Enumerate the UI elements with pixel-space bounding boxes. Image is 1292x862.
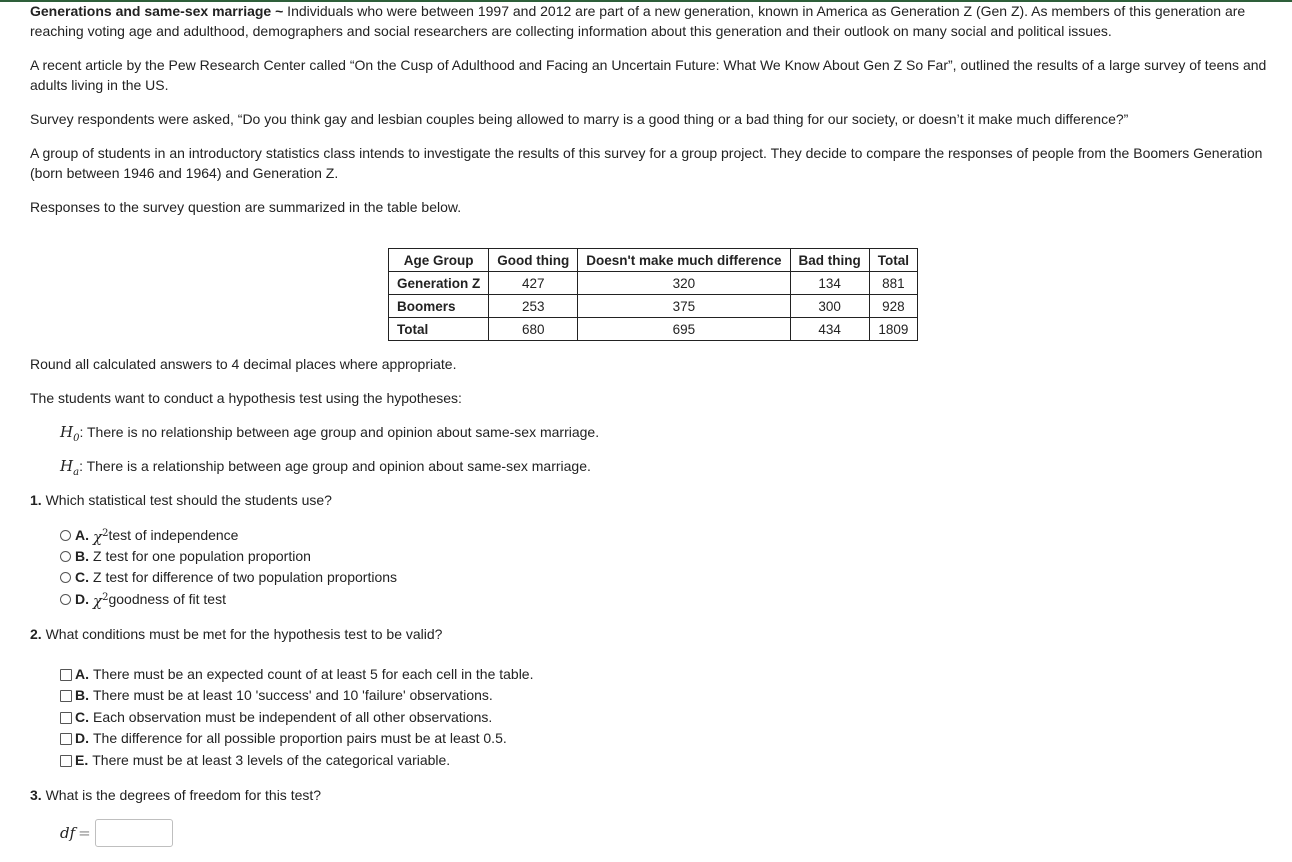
q1-option-b[interactable]: [60, 546, 311, 567]
ha-subscript: a: [73, 466, 80, 478]
table-cell: 881: [869, 272, 917, 295]
table-cell: 375: [578, 295, 790, 318]
equals-sign: =: [78, 824, 91, 842]
h0-text: : There is no relationship between age group and opinion about same-sex marriage.: [79, 424, 600, 440]
option-text: There must be an expected count of at least 5 for each cell in the table.: [93, 666, 534, 682]
chi-letter: χ: [93, 528, 103, 546]
radio-button[interactable]: [60, 572, 71, 583]
checkbox[interactable]: [60, 690, 72, 702]
checkbox[interactable]: [60, 712, 72, 724]
table-cell: 300: [790, 295, 869, 318]
q1-number: 1.: [30, 492, 42, 508]
table-row: [389, 318, 918, 341]
table-cell: 134: [790, 272, 869, 295]
radio-button[interactable]: [60, 551, 71, 562]
hypotheses-intro: The students want to conduct a hypothesis test using the hypotheses:: [30, 390, 462, 406]
table-cell: 434: [790, 318, 869, 341]
alt-hypothesis: [60, 456, 1292, 483]
chi-exponent: 2: [102, 528, 109, 539]
checkbox[interactable]: [60, 755, 72, 767]
row-label: Boomers: [389, 295, 489, 318]
df-input[interactable]: [95, 819, 173, 847]
intro-paragraph: [30, 1, 1270, 41]
option-text: test of independence: [108, 527, 239, 543]
option-text: The difference for all possible proportion pairs must be at least 0.5.: [93, 730, 507, 746]
table-cell: 320: [578, 272, 790, 295]
h0-symbol: H: [60, 423, 74, 441]
q2-option-e[interactable]: [60, 750, 450, 771]
df-label: df: [60, 824, 76, 842]
option-letter: A.: [75, 527, 89, 543]
table-cell: 928: [869, 295, 917, 318]
option-letter: B.: [75, 548, 89, 564]
table-cell: 253: [489, 295, 578, 318]
option-text: Z test for difference of two population proportions: [93, 569, 398, 585]
option-letter: D.: [75, 730, 89, 746]
table-cell: 1809: [869, 318, 917, 341]
option-letter: A.: [75, 666, 89, 682]
row-label: Generation Z: [389, 272, 489, 295]
summary-paragraph: Responses to the survey question are summarized in the table below.: [30, 199, 462, 215]
row-label: Total: [389, 318, 489, 341]
option-text: Each observation must be independent of all other observations.: [93, 709, 493, 725]
option-text: Z test for one population proportion: [93, 548, 311, 564]
chi-letter: χ: [93, 592, 103, 610]
table-header: Total: [869, 249, 917, 272]
intro-text: Individuals who were between 1997 and 2012 are part of a new generation, known in America as Generation Z (Gen Z). As members of this generation are reaching voting age and adulthood, demographers and social researchers are collecting information about this generation and their outlook on many social and political issues.: [30, 3, 1246, 39]
h0-subscript: 0: [73, 432, 80, 444]
option-text: There must be at least 10 'success' and 10 'failure' observations.: [93, 687, 493, 703]
q1-option-c[interactable]: [60, 567, 397, 588]
option-text: goodness of fit test: [108, 591, 226, 607]
table-header-row: [389, 249, 918, 272]
q1-option-d[interactable]: [60, 589, 226, 610]
q3-text: What is the degrees of freedom for this test?: [41, 787, 322, 803]
q3-prompt: [30, 785, 1270, 805]
q2-option-a[interactable]: [60, 664, 534, 685]
ha-text: : There is a relationship between age group and opinion about same-sex marriage.: [79, 458, 591, 474]
radio-button[interactable]: [60, 594, 71, 605]
df-answer-row: [60, 819, 173, 847]
q2-text: What conditions must be met for the hypothesis test to be valid?: [41, 626, 443, 642]
article-paragraph: A recent article by the Pew Research Center called “On the Cusp of Adulthood and Facing an Uncertain Future: What We Know About Gen Z So Far”, outlined the results of a large survey of teens and adults living in the US.: [30, 57, 1267, 93]
option-letter: D.: [75, 591, 89, 607]
q2-prompt: [30, 624, 1270, 644]
checkbox[interactable]: [60, 669, 72, 681]
chi-squared-symbol: [93, 523, 108, 548]
q2-option-b[interactable]: [60, 685, 493, 706]
option-letter: C.: [75, 569, 89, 585]
q1-option-a[interactable]: [60, 525, 238, 546]
option-text: There must be at least 3 levels of the categorical variable.: [92, 752, 451, 768]
option-letter: C.: [75, 709, 89, 725]
null-hypothesis: [60, 422, 1292, 449]
option-letter: E.: [75, 752, 89, 768]
chi-exponent: 2: [102, 592, 109, 603]
table-header: Bad thing: [790, 249, 869, 272]
q1-prompt: [30, 490, 1270, 510]
survey-question-paragraph: Survey respondents were asked, “Do you think gay and lesbian couples being allowed to marry is a good thing or a bad thing for our society, or doesn’t it make much difference?”: [30, 111, 1129, 127]
checkbox[interactable]: [60, 733, 72, 745]
table-header: Doesn't make much difference: [578, 249, 790, 272]
chi-squared-symbol: [93, 587, 108, 612]
table-header: Good thing: [489, 249, 578, 272]
table-header: Age Group: [389, 249, 489, 272]
q2-option-d[interactable]: [60, 728, 507, 749]
round-instruction: Round all calculated answers to 4 decimal places where appropriate.: [30, 356, 457, 372]
q2-number: 2.: [30, 626, 42, 642]
intro-title: Generations and same-sex marriage ~: [30, 3, 284, 19]
table-cell: 695: [578, 318, 790, 341]
ha-symbol: H: [60, 457, 74, 475]
table-cell: 427: [489, 272, 578, 295]
q1-text: Which statistical test should the students use?: [41, 492, 332, 508]
table-row: [389, 272, 918, 295]
q2-option-c[interactable]: [60, 707, 492, 728]
students-paragraph: A group of students in an introductory statistics class intends to investigate the results of this survey for a group project. They decide to compare the responses of people from the Boomers Generation (born between 1946 and 1964) and Generation Z.: [30, 145, 1263, 181]
table-cell: 680: [489, 318, 578, 341]
survey-table: [388, 248, 918, 341]
q3-number: 3.: [30, 787, 42, 803]
option-letter: B.: [75, 687, 89, 703]
table-row: [389, 295, 918, 318]
radio-button[interactable]: [60, 530, 71, 541]
